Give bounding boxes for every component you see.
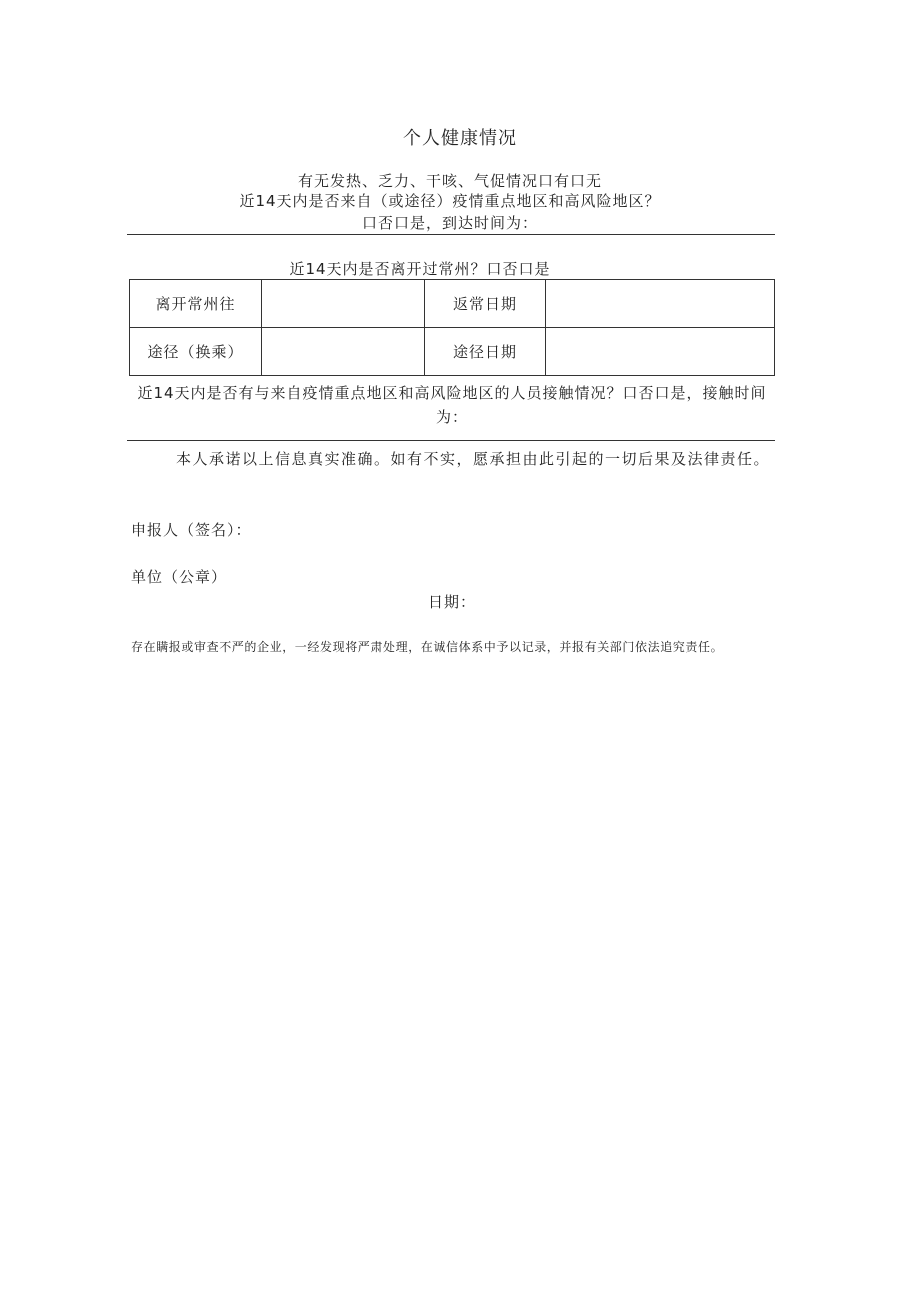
risk-area-question: 近14天内是否来自（或途径）疫情重点地区和高风险地区？ <box>239 192 661 210</box>
contact-time-underline <box>127 440 775 441</box>
unit-seal-label: 单位（公章） <box>131 568 228 586</box>
transit-date-field[interactable] <box>546 328 775 376</box>
contact-question: 近14天内是否有与来自疫情重点地区和高风险地区的人员接触情况？口否口是，接触时间为： <box>137 384 767 426</box>
pledge-statement: 本人承诺以上信息真实准确。如有不实，愿承担由此引起的一切后果及法律责任。 <box>176 450 771 468</box>
page-title: 个人健康情况 <box>403 128 517 149</box>
risk-area-answer: 口否口是，到达时间为： <box>361 214 538 232</box>
notice-text: 存在瞒报或审查不严的企业，一经发现将严肃处理，在诚信体系中予以记录，并报有关部门依法追究责任。 <box>131 640 724 654</box>
date-label: 日期： <box>428 593 477 611</box>
left-changzhou-question: 近14天内是否离开过常州？口否口是 <box>289 260 551 278</box>
return-date-label: 返常日期 <box>425 280 546 328</box>
travel-table <box>129 279 775 376</box>
symptoms-question: 有无发热、乏力、干咳、气促情况口有口无 <box>297 172 602 190</box>
arrival-time-underline <box>127 234 775 235</box>
signer-label: 申报人（签名）： <box>131 521 252 539</box>
transit-label: 途径（换乘） <box>130 328 262 376</box>
table-row <box>130 328 775 376</box>
destination-label: 离开常州往 <box>130 280 262 328</box>
transit-field[interactable] <box>262 328 425 376</box>
return-date-field[interactable] <box>546 280 775 328</box>
destination-field[interactable] <box>262 280 425 328</box>
transit-date-label: 途径日期 <box>425 328 546 376</box>
table-row <box>130 280 775 328</box>
